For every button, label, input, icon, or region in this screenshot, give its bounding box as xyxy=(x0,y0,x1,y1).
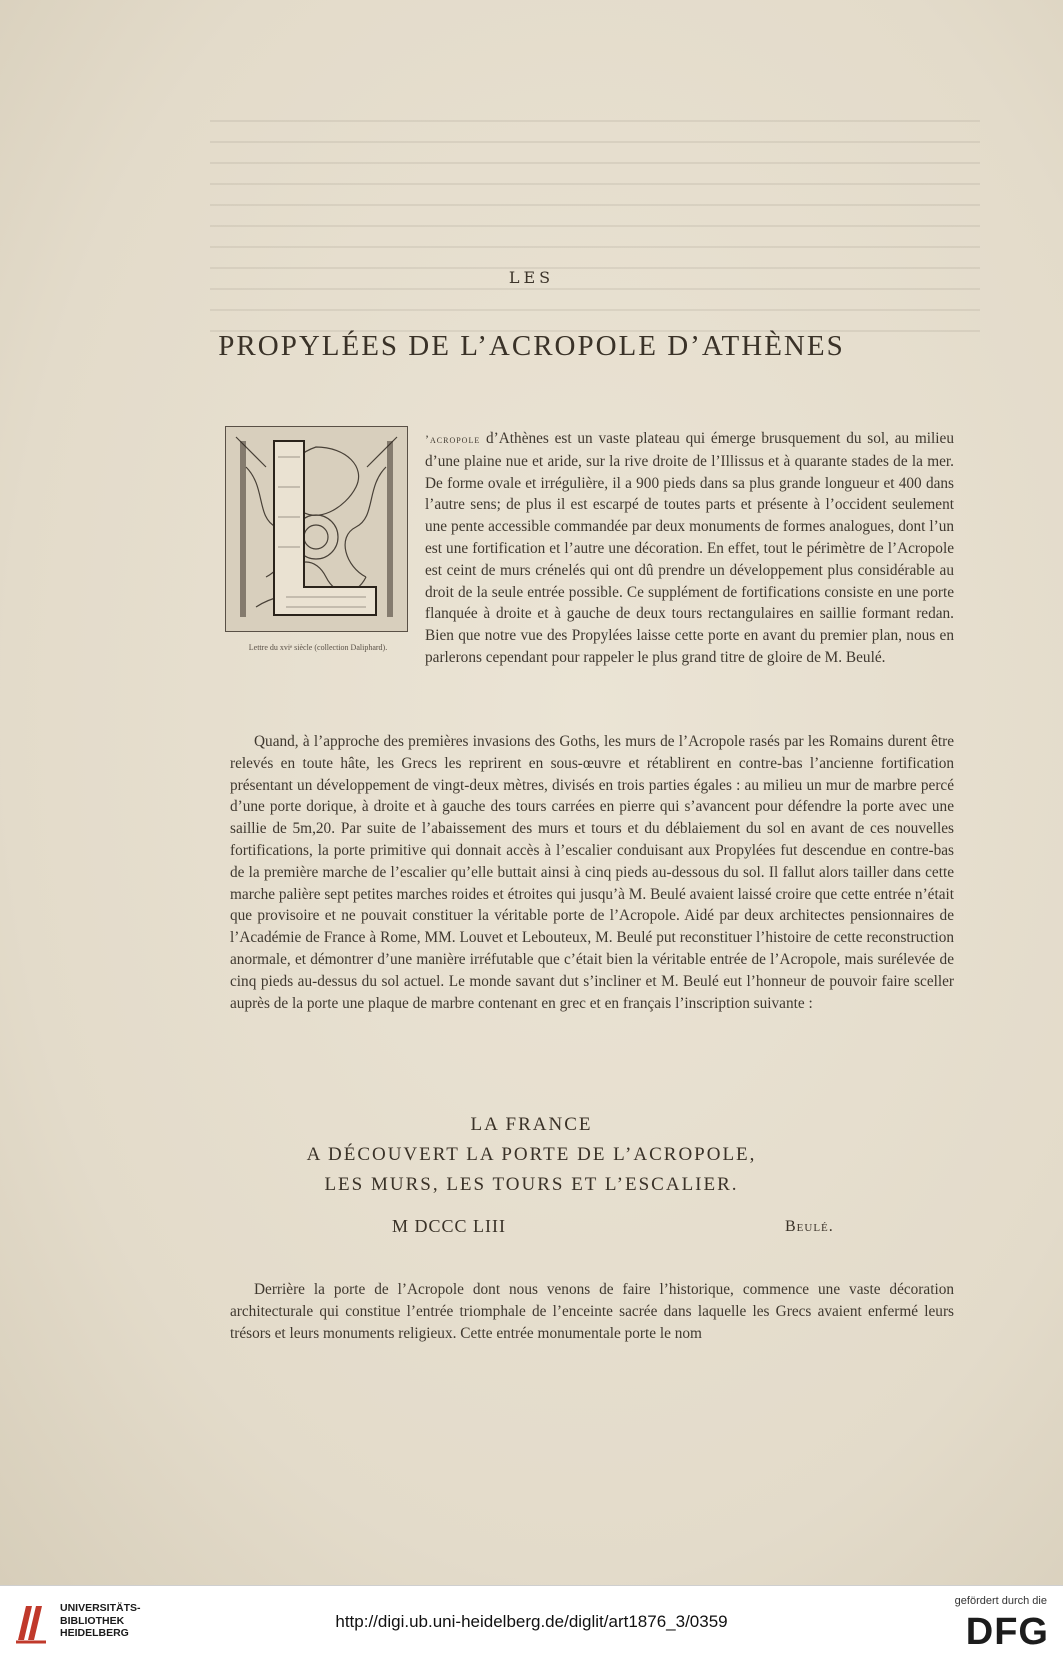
library-name-line-1: UNIVERSITÄTS- xyxy=(60,1602,141,1614)
paragraph-2 xyxy=(230,731,954,1014)
bleed-through-texture xyxy=(210,120,980,350)
library-name-line-2: BIBLIOTHEK xyxy=(60,1614,125,1627)
inscription-signature: Beulé. xyxy=(785,1218,834,1235)
initial-wrap-spacer xyxy=(230,428,425,668)
inscription-line-1: LA FRANCE xyxy=(470,1114,593,1135)
inscription-line-3: LES MURS, LES TOURS ET L’ESCALIER. xyxy=(324,1174,739,1195)
heading-small: LES xyxy=(508,268,555,287)
inscription-date: M DCCC LIII xyxy=(392,1216,506,1236)
paragraph-1 xyxy=(230,428,954,669)
library-name-line-3: HEIDELBERG xyxy=(60,1627,129,1639)
paragraph-2-text: Quand, à l’approche des premières invasions des Goths, les murs de l’Acropole rasés par les Romains durent être relevés en toute hâte, les Grecs les reprirent en sous-œuvre et rétablirent en contre-bas l’ancienne fortification présentant un développement de vingt-deux mètres, divisés en trois parties égales : au milieu un mur de marbre percé d’une porte dorique, à droite et à gauche des tours carrées en pierre qui s’avancent pour défendre la porte avec une saillie de 5m,20. Par suite de l’abaissement des murs et tours et du déblaiement du sol en avant de ces nouvelles fortifications, la porte primitive qui donnait accès à l’escalier conduisant aux Propylées fut descendue en contre-bas de la première marche de l’escalier qu’elle buttait ainsi à cinq pieds au-dessous du sol. Il fallut alors tailler dans cette marche palière sept petites marches roides et étroites qui jusqu’à M. Beulé avaient laissé croire que cette entrée n’était que provisoire et ne pouvait constituer la véritable porte de l’Acropole. Aidé par deux architectes pensionnaires de l’Académie de France à Rome, MM. Louvet et Lebouteux, M. Beulé put reconstituer l’histoire de cette reconstruction anormale, et démontrer d’une manière irréfutable que c’était bien la véritable entrée de l’Acropole, mais surélevée de cinq pieds au-dessus du sol actuel. Le monde savant dut s’incliner et M. Beulé eut l’honneur de pouvoir faire sceller auprès de la porte une plaque de marbre contenant en grec et en français l’inscription suivante : xyxy=(230,733,954,1012)
paragraph-1-text: d’Athènes est un vaste plateau qui émerge brusquement du sol, au milieu d’une plaine nue et aride, sur la rive droite de l’Illissus et à quarante stades de la mer. De forme ovale et irrégulière, il a 900 pieds dans sa plus grande longueur et 400 dans l’autre sens; de plus il est escarpé de toutes parts et présente à l’occident seulement une pente accessible commandée par deux monuments de formes analogues, dont l’un est une fortification et l’autre une décoration. En effet, tout le périmètre de l’Acropole est ceint de murs crénelés qui ont dû prendre un développement plus considérable au droit de la seule entrée possible. Ce supplément de fortifications consiste en une porte flanquée à droite et à gauche de deux tours rectangulaires en saillie formant redan. Bien que notre vue des Propylées laisse cette porte en avant du premier plan, nous en parlerons cependant pour rappeler le plus grand titre de gloire de M. Beulé. xyxy=(425,430,954,666)
inscription-line-2: A DÉCOUVERT LA PORTE DE L’ACROPOLE, xyxy=(306,1144,757,1165)
dfg-logo[interactable]: DFG xyxy=(965,1611,1049,1653)
page-title: PROPYLÉES DE L’ACROPOLE D’ATHÈNES xyxy=(218,330,845,362)
initial-caption: Lettre du xviᵉ siècle (collection Daliphard). xyxy=(248,643,388,652)
funded-by-label: gefördert durch die xyxy=(954,1595,1047,1607)
paragraph-3-text: Derrière la porte de l’Acropole dont nous venons de faire l’historique, commence une vaste décoration architecturale qui constitue l’entrée triomphale de l’enceinte sacrée dans laquelle les Grecs avaient enfermé leurs trésors et leurs monuments religieux. Cette entrée monumentale porte le nom xyxy=(230,1281,954,1342)
footer-bar xyxy=(0,1585,1063,1662)
paragraph-1-lead: ’acropole xyxy=(425,432,481,446)
paragraph-3 xyxy=(230,1279,954,1344)
permalink-url[interactable]: http://digi.ub.uni-heidelberg.de/diglit/art1876_3/0359 xyxy=(335,1612,728,1631)
